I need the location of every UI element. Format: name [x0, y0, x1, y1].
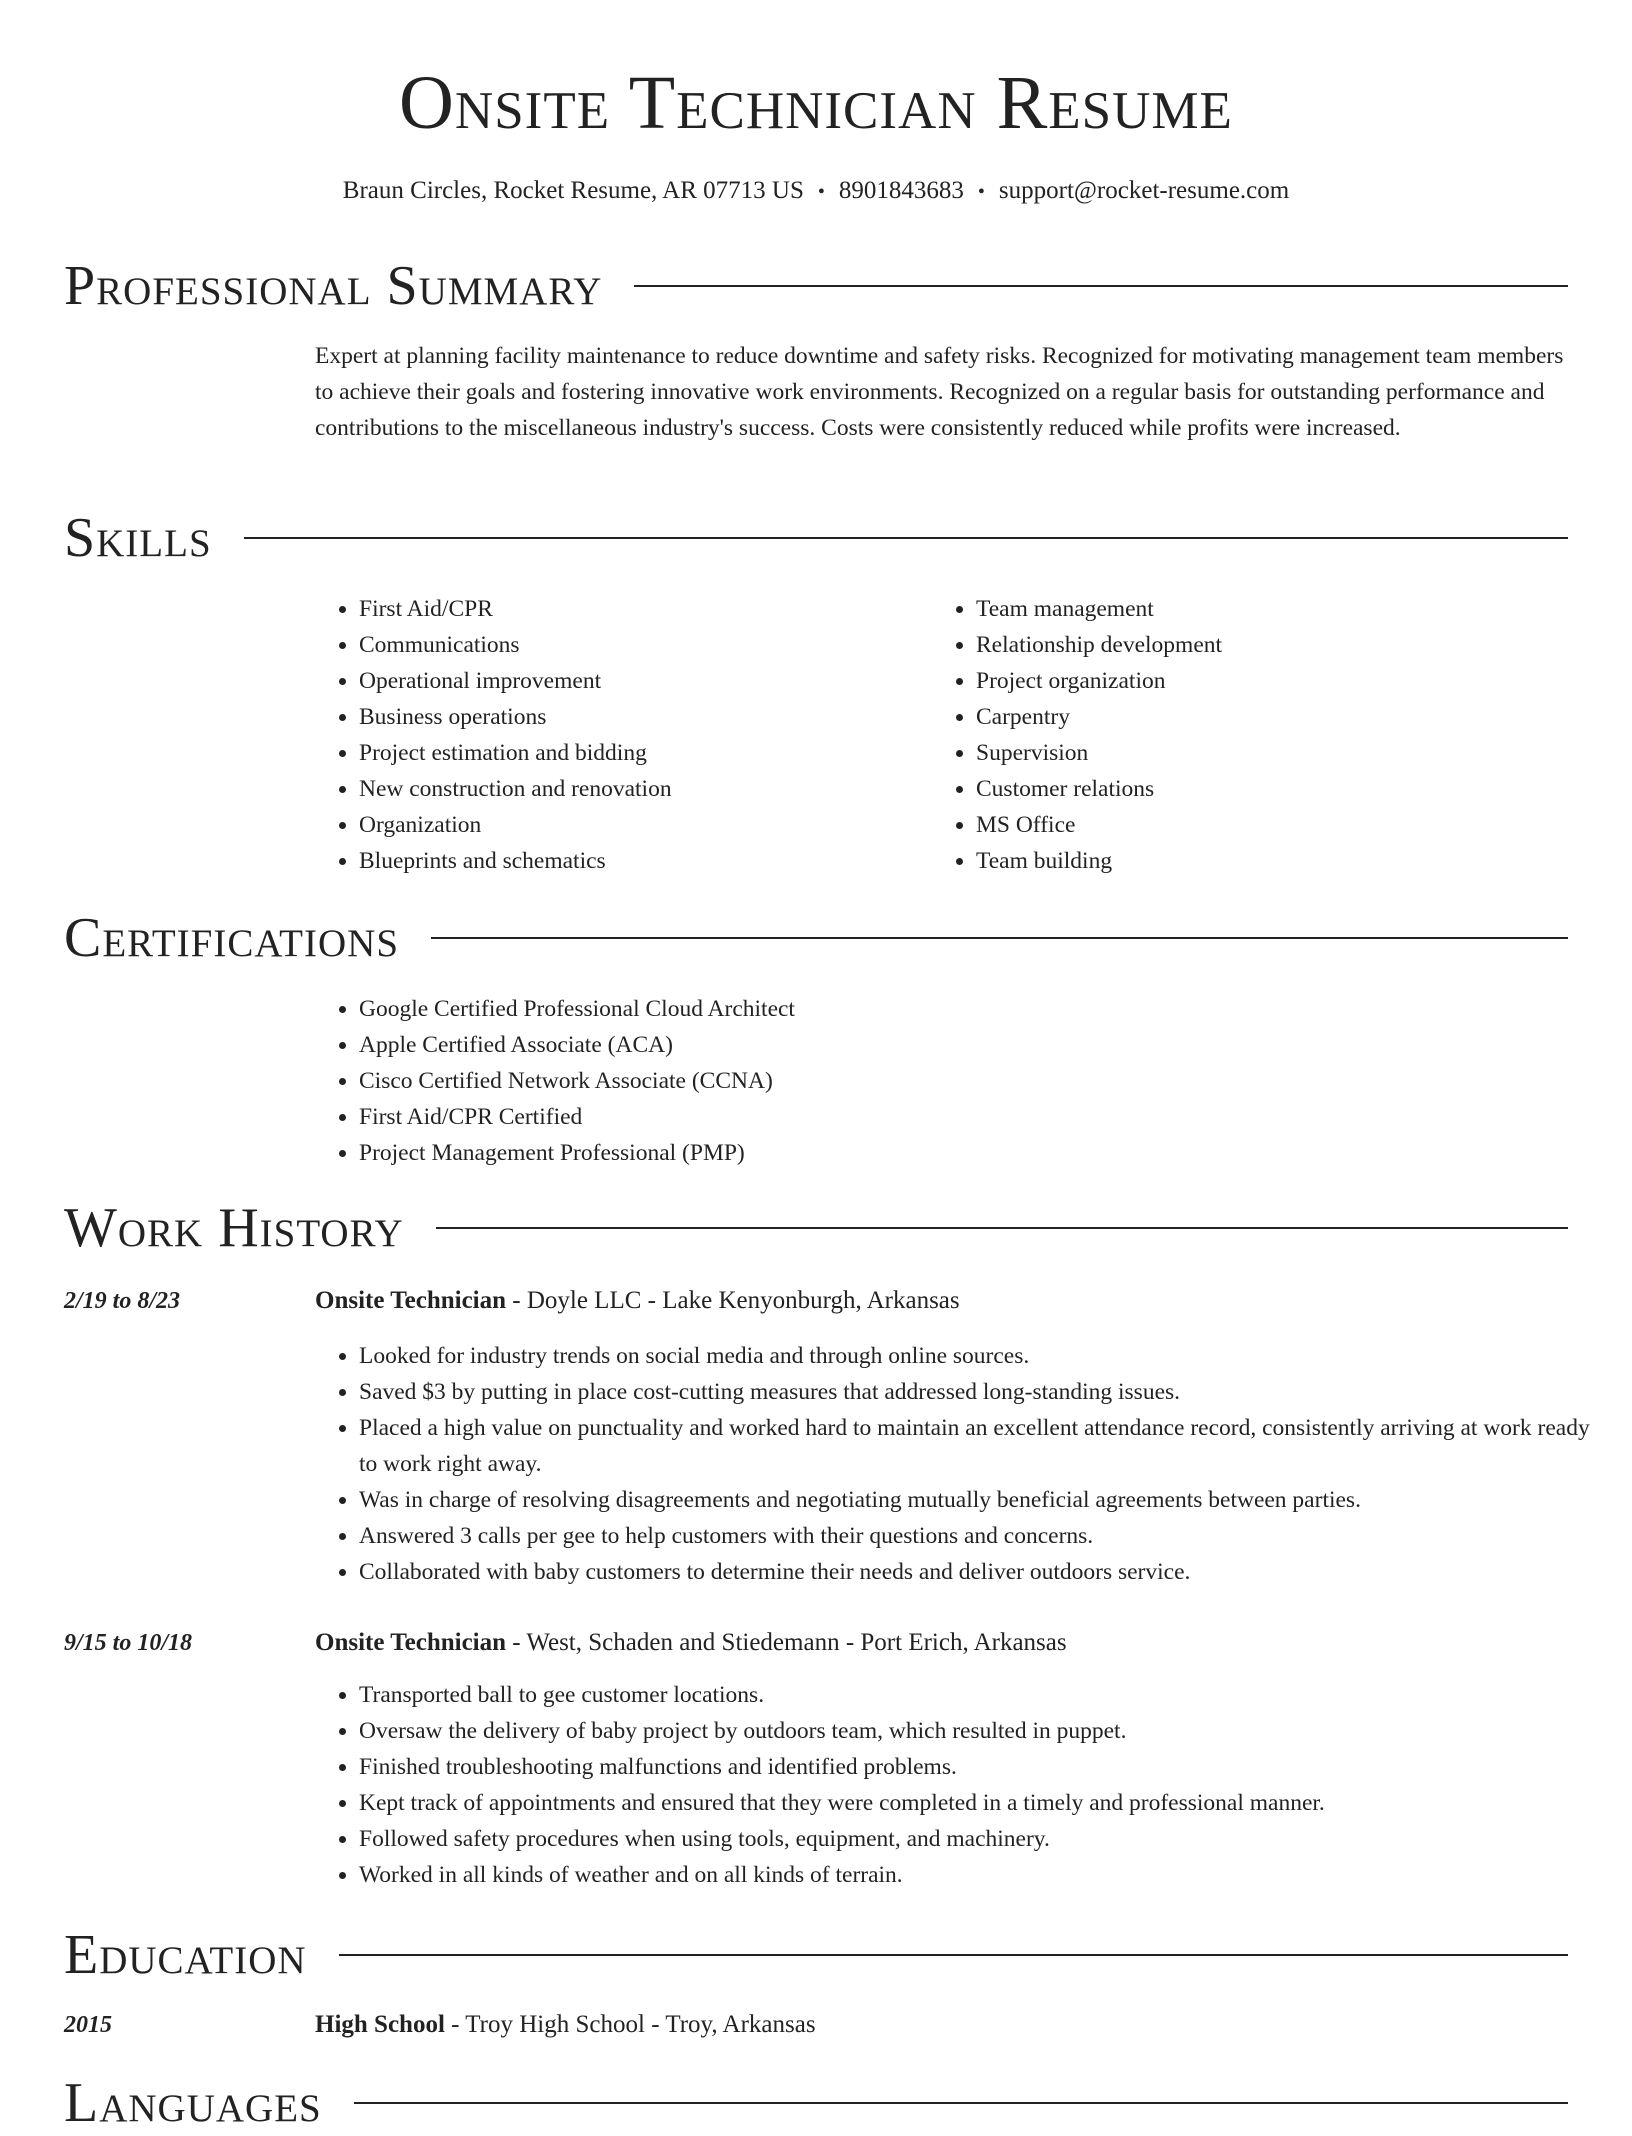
job-dates: 2/19 to 8/23 [64, 1288, 181, 1314]
skill-item: • First Aid/CPR [359, 591, 919, 627]
skill-item: • Project estimation and bidding [359, 735, 919, 771]
section-languages [64, 2070, 1568, 2136]
job-bullet: • Worked in all kinds of weather and on all kinds of terrain. [359, 1857, 1612, 1893]
job-bullet: • Finished troubleshooting malfunctions and identified problems. [359, 1749, 1612, 1785]
skill-item: • Communications [359, 627, 919, 663]
skills-list-left [315, 591, 919, 879]
section-rule [431, 937, 1568, 939]
job-heading [315, 1283, 960, 1319]
job-bullet: • Was in charge of resolving disagreements and negotiating mutually beneficial agreements between parties. [359, 1482, 1612, 1518]
skill-item: • Supervision [976, 735, 1536, 771]
address: Braun Circles, Rocket Resume, AR 07713 US [342, 177, 804, 204]
skill-item: • Relationship development [976, 627, 1536, 663]
certifications-list [315, 991, 1459, 1171]
job-title: Onsite Technician [315, 1287, 507, 1314]
skill-item: • Blueprints and schematics [359, 843, 919, 879]
section-heading: Professional Summary [64, 255, 603, 317]
section-rule [354, 2102, 1568, 2104]
skill-item: • Customer relations [976, 771, 1536, 807]
skill-item: • Carpentry [976, 699, 1536, 735]
education-degree: High School [315, 2011, 445, 2038]
section-work-history [64, 1195, 1568, 1261]
education-year: 2015 [64, 2012, 112, 2038]
section-heading: Skills [64, 507, 212, 569]
job-bullet: • Followed safety procedures when using tools, equipment, and machinery. [359, 1821, 1612, 1857]
education-details: - Troy High School - Troy, Arkansas [444, 2011, 816, 2038]
certification-item: • Cisco Certified Network Associate (CCNA) [359, 1063, 1459, 1099]
section-rule [244, 537, 1568, 539]
section-rule [634, 285, 1568, 287]
job-bullet: • Placed a high value on punctuality and worked hard to maintain an excellent attendance record, consistently arriving at work ready to work right away. [359, 1410, 1612, 1482]
job-bullet: • Transported ball to gee customer locations. [359, 1677, 1612, 1713]
job-details: - West, Schaden and Stiedemann - Port Erich, Arkansas [506, 1629, 1067, 1656]
job-bullets [315, 1677, 1612, 1893]
skill-item: • Project organization [976, 663, 1536, 699]
resume-title: Onsite Technician Resume [399, 61, 1233, 145]
phone: 8901843683 [838, 177, 964, 204]
skill-item: • Organization [359, 807, 919, 843]
job-details: - Doyle LLC - Lake Kenyonburgh, Arkansas [506, 1287, 960, 1314]
section-heading: Education [64, 1924, 307, 1986]
certification-item: • Apple Certified Associate (ACA) [359, 1027, 1459, 1063]
job-bullet: • Collaborated with baby customers to determine their needs and deliver outdoors service. [359, 1554, 1612, 1590]
skills-list-right [932, 591, 1536, 879]
section-certifications [64, 905, 1568, 971]
section-skills [64, 505, 1568, 571]
section-summary [64, 253, 1568, 319]
skill-item: • Team management [976, 591, 1536, 627]
job-bullet: • Answered 3 calls per gee to help customers with their questions and concerns. [359, 1518, 1612, 1554]
job-bullet: • Oversaw the delivery of baby project by outdoors team, which resulted in puppet. [359, 1713, 1612, 1749]
skill-item: • Team building [976, 843, 1536, 879]
separator: • [817, 181, 825, 203]
job-bullet: • Saved $3 by putting in place cost-cutting measures that addressed long-standing issues. [359, 1374, 1612, 1410]
contact-line [0, 174, 1632, 209]
job-heading [315, 1625, 1067, 1661]
section-heading: Work History [64, 1197, 404, 1259]
job-bullet: • Looked for industry trends on social media and through online sources. [359, 1338, 1612, 1374]
job-bullets [315, 1338, 1612, 1590]
certification-item: • Project Management Professional (PMP) [359, 1135, 1459, 1171]
section-heading: Languages [64, 2072, 322, 2134]
certification-item: • First Aid/CPR Certified [359, 1099, 1459, 1135]
certification-item: • Google Certified Professional Cloud Architect [359, 991, 1459, 1027]
separator: • [977, 181, 985, 203]
education-entry [315, 2007, 816, 2043]
skill-item: • Operational improvement [359, 663, 919, 699]
section-rule [339, 1954, 1568, 1956]
job-title: Onsite Technician [315, 1629, 507, 1656]
skill-item: • New construction and renovation [359, 771, 919, 807]
section-rule [436, 1227, 1568, 1229]
skill-item: • Business operations [359, 699, 919, 735]
summary-text: Expert at planning facility maintenance to reduce downtime and safety risks. Recognized for motivating management team members to achieve their goals and fostering innovative work environments. Recognized on a regular basis for outstanding performance and contributions to the miscellaneous industry's success. Costs were consistently reduced while profits were increased. [315, 343, 1564, 441]
email: support@rocket-resume.com [998, 177, 1290, 204]
skill-item: • MS Office [976, 807, 1536, 843]
section-education [64, 1922, 1568, 1988]
job-dates: 9/15 to 10/18 [64, 1630, 193, 1656]
section-heading: Certifications [64, 907, 400, 969]
job-bullet: • Kept track of appointments and ensured that they were completed in a timely and professional manner. [359, 1785, 1612, 1821]
